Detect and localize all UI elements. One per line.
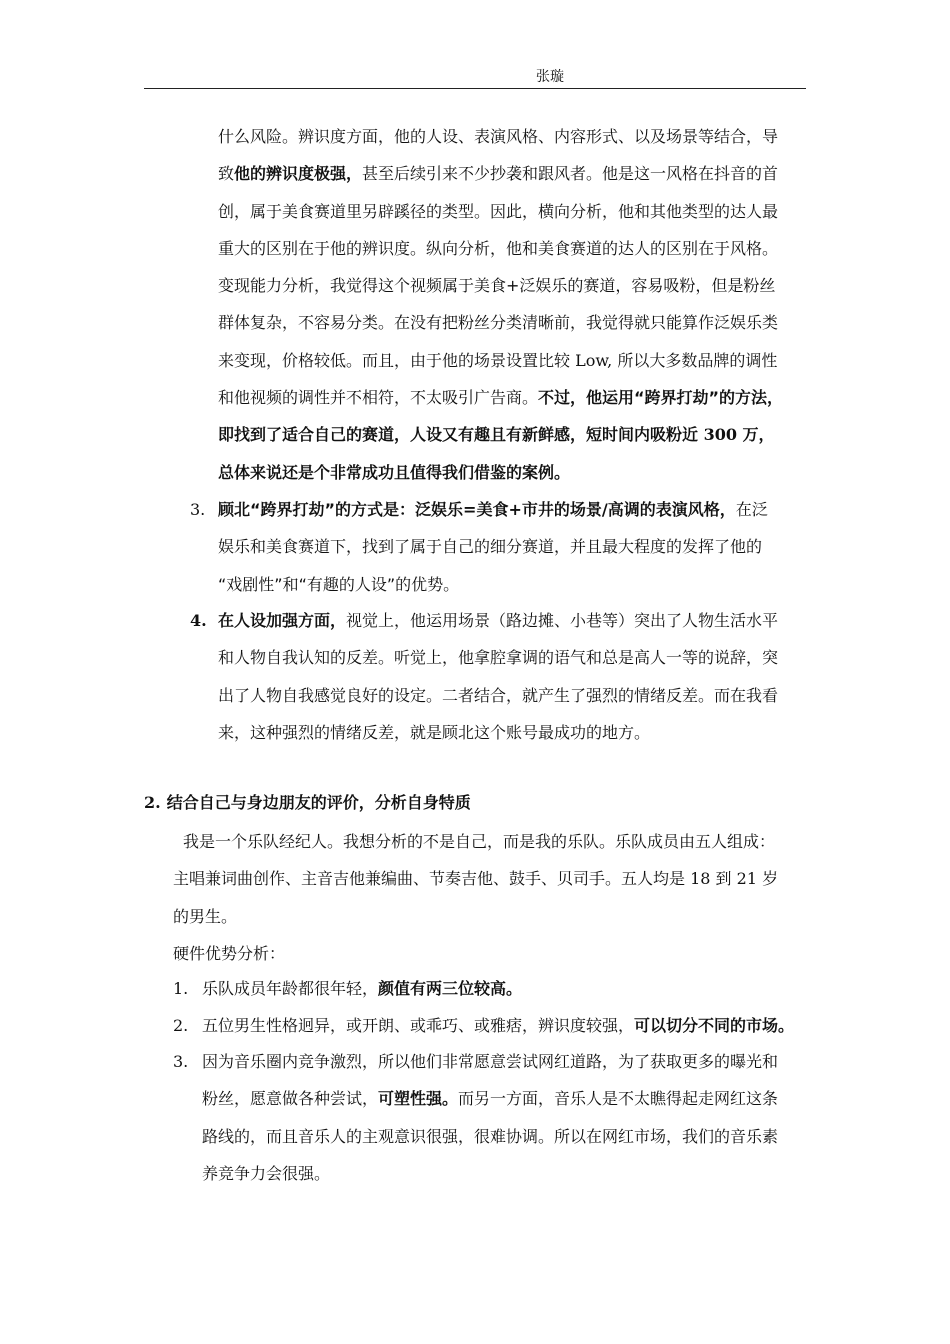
para-line	[218, 491, 808, 528]
para-line	[218, 416, 808, 453]
bold-text: 即找到了适合自己的赛道，人设又有趣且有新鲜感，短时间内吸粉近	[218, 425, 704, 445]
para-line	[218, 566, 808, 603]
para-line	[218, 155, 808, 192]
text: 创，属于美食赛道里另辟蹊径的类型。因此，横向分析，他和其他类型的达人最	[218, 201, 779, 221]
bold-text: 顾北“跨界打劫”的方式是：泛娱乐=美食+市井的场景/高调的表演风格，	[218, 500, 736, 519]
text: 和人物自我认知的反差。听觉上，他拿腔拿调的语气和总是高人一等的说辞，突	[218, 648, 779, 668]
list-number: 3.	[173, 1052, 189, 1071]
bold-text: 他的辨识度极强，	[234, 164, 363, 184]
para-line	[218, 118, 808, 155]
section-number: 2.	[144, 793, 161, 812]
text: 而另一方面，音乐人是不太瞧得起走网红这条	[458, 1089, 779, 1109]
text: 乐队成员年龄都很年轻，	[202, 979, 379, 998]
para-line	[218, 454, 808, 491]
bold-number: 300	[703, 425, 737, 445]
para-line	[202, 1007, 822, 1044]
bold-text: 万，	[736, 425, 775, 445]
para-line	[218, 379, 808, 416]
list-number: 1.	[173, 979, 189, 998]
header-rule	[144, 88, 806, 89]
text: 甚至后续引来不少抄袭和跟风者。他是这一风格在抖音的首	[362, 164, 779, 184]
text: 视觉上，他运用场景（路边摊、小巷等）突出了人物生活水平	[346, 611, 779, 630]
hw-item-1	[202, 970, 822, 1007]
list-number: 2.	[173, 1016, 189, 1035]
para-line	[218, 714, 808, 751]
text: 变现能力分析，我觉得这个视频属于美食+泛娱乐的赛道，容易吸粉，但是粉丝	[218, 276, 776, 296]
bold-text: 在人设加强方面，	[218, 611, 347, 630]
text: 五位男生性格迥异，或开朗、或乖巧、或雅痞，辨识度较强，	[202, 1016, 635, 1035]
para-line	[173, 860, 813, 897]
text: 因为音乐圈内竞争激烈，所以他们非常愿意尝试网红道路，为了获取更多的曝光和	[202, 1052, 779, 1071]
text: 所以大多数品牌的调性	[612, 350, 778, 370]
text: 粉丝，愿意做各种尝试，	[202, 1089, 379, 1109]
number: 21	[736, 869, 757, 889]
list-item-4	[218, 602, 808, 751]
section-heading	[144, 787, 471, 819]
para-line	[202, 1118, 812, 1155]
text: Low,	[575, 350, 613, 370]
list-number: 4.	[190, 611, 207, 630]
bold-text: 不过，他运用“跨界打劫”的方法，	[538, 388, 784, 408]
list-number: 3.	[190, 500, 206, 519]
hw-item-3	[202, 1043, 812, 1192]
bold-text: 可以切分不同的市场。	[634, 1016, 795, 1035]
list-item-3	[218, 491, 808, 603]
text: 致	[218, 164, 235, 184]
para-line	[202, 1043, 812, 1080]
hw-item-2	[202, 1007, 822, 1044]
text: 养竞争力会很强。	[202, 1163, 331, 1183]
para-line	[202, 970, 822, 1007]
text: 我是一个乐队经纪人。我想分析的不是自己，而是我的乐队。乐队成员由五人组成：	[183, 832, 776, 851]
text: 什么风险。辨识度方面，他的人设、表演风格、内容形式、以及场景等结合，导	[218, 127, 779, 146]
text: 和他视频的调性并不相符，不太吸引广告商。	[218, 388, 539, 408]
para-line	[218, 304, 808, 341]
subheading: 硬件优势分析：	[173, 943, 286, 963]
para-line	[218, 528, 808, 565]
text: 岁	[757, 869, 779, 889]
section-title: 结合自己与身边朋友的评价，分析自身特质	[166, 793, 471, 812]
para-line	[202, 1155, 812, 1192]
bold-text: 总体来说还是个非常成功且值得我们借鉴的案例。	[218, 462, 571, 482]
para-line	[173, 898, 813, 935]
text: 在泛	[735, 500, 768, 519]
para-line	[173, 935, 813, 972]
text: 出了人物自我感觉良好的设定。二者结合，就产生了强烈的情绪反差。而在我看	[218, 685, 779, 705]
text: 路线的，而且音乐人的主观意识很强，很难协调。所以在网红市场，我们的音乐素	[202, 1126, 779, 1146]
para-analysis	[218, 118, 808, 491]
para-line	[202, 1080, 812, 1117]
header-author: 张璇	[536, 69, 564, 85]
para-line	[218, 342, 808, 379]
text: 重大的区别在于他的辨识度。纵向分析，他和美食赛道的达人的区别在于风格。	[218, 238, 779, 258]
para-line	[218, 602, 808, 639]
text: 娱乐和美食赛道下，找到了属于自己的细分赛道，并且最大程度的发挥了他的	[218, 537, 763, 557]
bold-text: 颜值有两三位较高。	[378, 979, 523, 998]
text: “戏剧性”和“有趣的人设”的优势。	[218, 574, 460, 594]
para-line	[173, 823, 813, 860]
text: 的男生。	[173, 906, 238, 926]
text: 来，这种强烈的情绪反差，就是顾北这个账号最成功的地方。	[218, 722, 651, 742]
section2-intro	[173, 823, 813, 972]
text: 群体复杂，不容易分类。在没有把粉丝分类清晰前，我觉得就只能算作泛娱乐类	[218, 313, 779, 333]
number: 18	[690, 869, 711, 889]
para-line	[218, 677, 808, 714]
para-line	[218, 639, 808, 676]
text: 来变现，价格较低。而且，由于他的场景设置比较	[218, 350, 576, 370]
para-line	[218, 193, 808, 230]
para-line	[218, 230, 808, 267]
para-line	[218, 267, 808, 304]
text: 主唱兼词曲创作、主音吉他兼编曲、节奏吉他、鼓手、贝司手。五人均是	[173, 869, 691, 889]
bold-text: 可塑性强。	[378, 1089, 459, 1109]
text: 到	[710, 869, 737, 889]
